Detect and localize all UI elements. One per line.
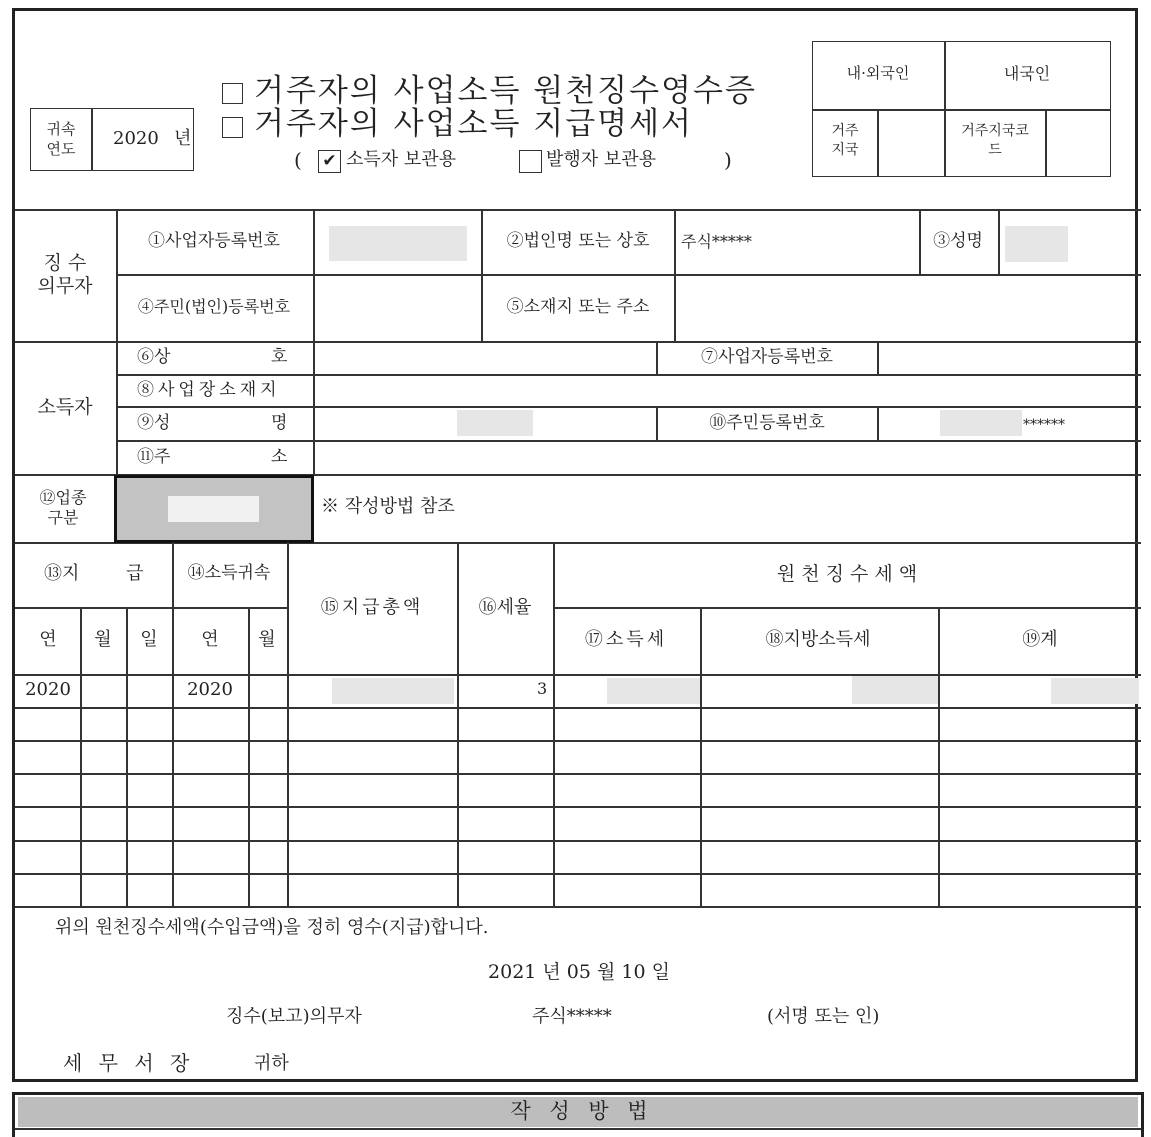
earner-trade-name-label-2: 호 — [271, 347, 288, 367]
residence-code-label-2: 드 — [988, 142, 1002, 158]
earner-name-value — [457, 410, 533, 436]
method-title: 작 성 방 법 — [510, 1099, 654, 1123]
title-line-2: 거주자의 사업소득 지급명세서 — [254, 106, 694, 142]
row1-income-tax — [607, 678, 700, 704]
earner-resident-no-mask — [940, 410, 1022, 436]
earner-name-label-1: ⑨성 — [137, 413, 171, 433]
issue-date: 2021 년 05 월 10 일 — [488, 961, 670, 983]
row1-income-year: 2020 — [187, 679, 233, 700]
issuer-copy-checkbox[interactable] — [519, 150, 542, 173]
col-pay-day: 일 — [140, 629, 158, 650]
paid-label-2: 급 — [126, 563, 144, 584]
issuer-copy-label: 발행자 보관용 — [546, 149, 657, 170]
payer-section-label-2: 의무자 — [37, 275, 93, 297]
copy-close-paren: ) — [724, 148, 732, 172]
income-period-label: ⑭소득귀속 — [187, 563, 271, 583]
industry-label-1: ⑫업종 — [39, 488, 87, 507]
honorific: 귀하 — [254, 1053, 289, 1074]
col-pay-month: 월 — [94, 629, 112, 650]
residence-code-label-1: 거주지국코 — [961, 123, 1029, 139]
row1-pay-year: 2020 — [25, 679, 71, 700]
year-unit: 년 — [174, 128, 192, 149]
year-value: 2020 — [113, 128, 159, 149]
holder-copy-checkbox[interactable] — [318, 150, 341, 173]
tax-rate-label: ⑯세율 — [478, 597, 532, 618]
payer-address-label: ⑤소재지 또는 주소 — [506, 297, 650, 317]
sum-label: ⑲계 — [1022, 629, 1058, 650]
earner-section-label: 소득자 — [37, 396, 93, 418]
industry-note: ※ 작성방법 참조 — [321, 496, 455, 517]
payer-name-value — [1005, 226, 1068, 262]
copy-open-paren: ( — [294, 148, 302, 172]
year-label-2: 연도 — [46, 140, 76, 158]
row1-local-tax — [852, 676, 938, 704]
year-label-1: 귀속 — [46, 120, 76, 138]
payer-biz-reg-no-value — [329, 226, 467, 261]
obligor-label: 징수(보고)의무자 — [226, 1006, 362, 1027]
col-income-month: 월 — [258, 629, 276, 650]
row1-tax-rate: 3 — [537, 679, 548, 698]
total-paid-label: ⑮지급총액 — [320, 597, 424, 618]
payer-biz-reg-no-label: ①사업자등록번호 — [148, 231, 280, 251]
payer-resident-no-label: ④주민(법인)등록번호 — [137, 297, 291, 316]
earner-biz-location-label: ⑧사업장소재지 — [137, 380, 281, 400]
industry-code-value — [168, 496, 259, 522]
industry-label-2: 구분 — [47, 508, 79, 527]
signature-label: (서명 또는 인) — [767, 1006, 880, 1027]
residence-label-2: 지국 — [831, 142, 859, 158]
tax-office-label: 세 무 서 장 — [63, 1051, 195, 1075]
title-line-1: 거주자의 사업소득 원천징수영수증 — [254, 73, 757, 109]
earner-resident-no-label: ⑩주민등록번호 — [709, 413, 825, 433]
row1-total-paid — [332, 678, 454, 704]
title1-checkbox[interactable] — [222, 83, 243, 104]
earner-address-label-2: 소 — [271, 447, 288, 467]
payer-name-label: ③성명 — [933, 231, 983, 251]
paid-label-1: ⑬지 — [44, 563, 80, 584]
earner-address-label-1: ⑪주 — [137, 447, 171, 467]
payer-corp-name-label: ②법인명 또는 상호 — [506, 231, 650, 251]
nationality-value: 내국인 — [1003, 64, 1051, 83]
withholding-label: 원 천 징 수 세 액 — [776, 563, 918, 585]
payer-section-label-1: 징 수 — [43, 252, 87, 274]
earner-biz-reg-no-label: ⑦사업자등록번호 — [701, 347, 833, 367]
local-tax-label: ⑱지방소득세 — [765, 629, 871, 650]
title2-checkbox[interactable] — [222, 117, 243, 138]
holder-copy-label: 소득자 보관용 — [346, 149, 457, 170]
nationality-label: 내·외국인 — [846, 64, 910, 82]
earner-name-label-2: 명 — [271, 413, 288, 433]
residence-label-1: 거주 — [831, 123, 859, 139]
receipt-statement: 위의 원천징수세액(수입금액)을 정히 영수(지급)합니다. — [55, 917, 489, 938]
col-pay-year: 연 — [39, 629, 57, 650]
earner-resident-no-value: ****** — [1023, 417, 1065, 433]
payer-corp-name-value: 주식***** — [681, 232, 752, 251]
income-tax-label: ⑰소득세 — [584, 629, 668, 650]
obligor-value: 주식***** — [532, 1006, 612, 1027]
earner-trade-name-label-1: ⑥상 — [137, 347, 171, 367]
row1-sum — [1051, 678, 1139, 704]
check-icon: ✔ — [322, 151, 337, 171]
col-income-year: 연 — [201, 629, 219, 650]
